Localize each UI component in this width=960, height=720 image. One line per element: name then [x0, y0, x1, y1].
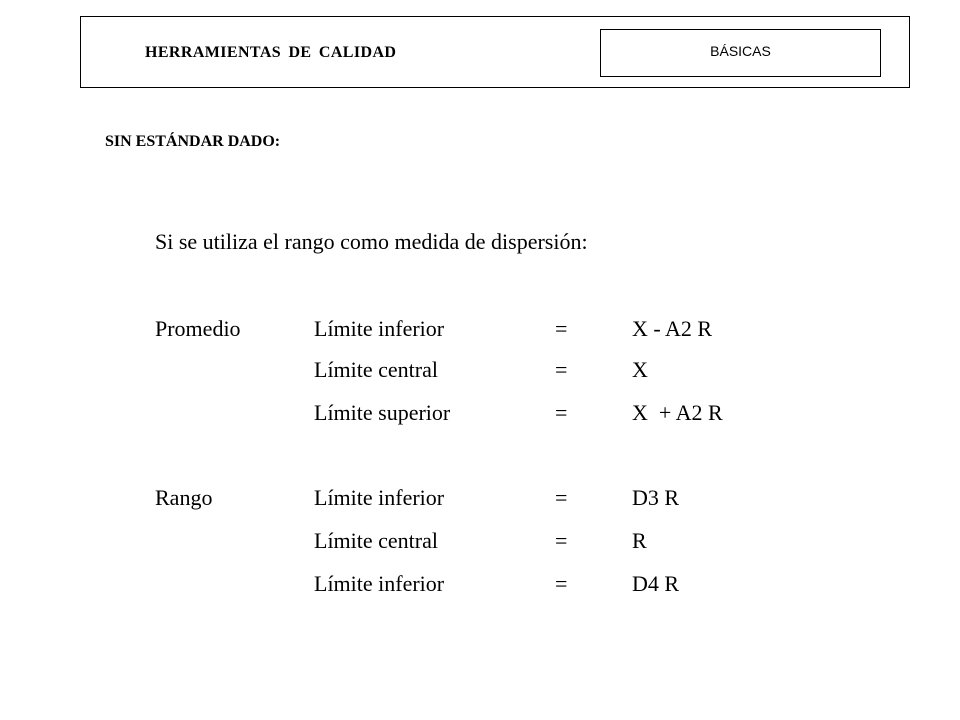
formula-equals-sign: = [555, 571, 568, 596]
formula-group-label: Promedio [155, 316, 241, 341]
badge-label: BÁSICAS [710, 43, 771, 59]
formula-expression: R [632, 528, 647, 553]
formula-row-promedio-central [0, 357, 960, 387]
formula-expression: X + A2 R [632, 400, 723, 425]
formula-equals-sign: = [555, 357, 568, 382]
formula-group-label: Rango [155, 485, 213, 510]
formula-limit-label: Límite inferior [314, 485, 445, 510]
intro-text: Si se utiliza el rango como medida de dispersión: [155, 229, 588, 254]
formula-equals-sign: = [555, 528, 568, 553]
formula-equals-sign: = [555, 316, 568, 341]
formula-row-promedio-inferior [0, 316, 960, 346]
formula-row-rango-central [0, 528, 960, 558]
header-title: HERRAMIENTAS DE CALIDAD [145, 44, 397, 61]
formula-limit-label: Límite inferior [314, 571, 445, 596]
formula-expression: X [632, 357, 648, 382]
formula-expression: X - A2 R [632, 316, 713, 341]
formula-expression: D3 R [632, 485, 680, 510]
badge-box [600, 29, 881, 77]
formula-expression: D4 R [632, 571, 680, 596]
formula-row-promedio-superior [0, 400, 960, 430]
formula-equals-sign: = [555, 400, 568, 425]
formula-equals-sign: = [555, 485, 568, 510]
formula-limit-label: Límite inferior [314, 316, 445, 341]
formula-limit-label: Límite central [314, 357, 438, 382]
formula-row-rango-inferior [0, 485, 960, 515]
formula-limit-label: Límite central [314, 528, 438, 553]
section-title: SIN ESTÁNDAR DADO: [105, 133, 281, 150]
formula-row-rango-superior [0, 571, 960, 601]
formula-limit-label: Límite superior [314, 400, 451, 425]
